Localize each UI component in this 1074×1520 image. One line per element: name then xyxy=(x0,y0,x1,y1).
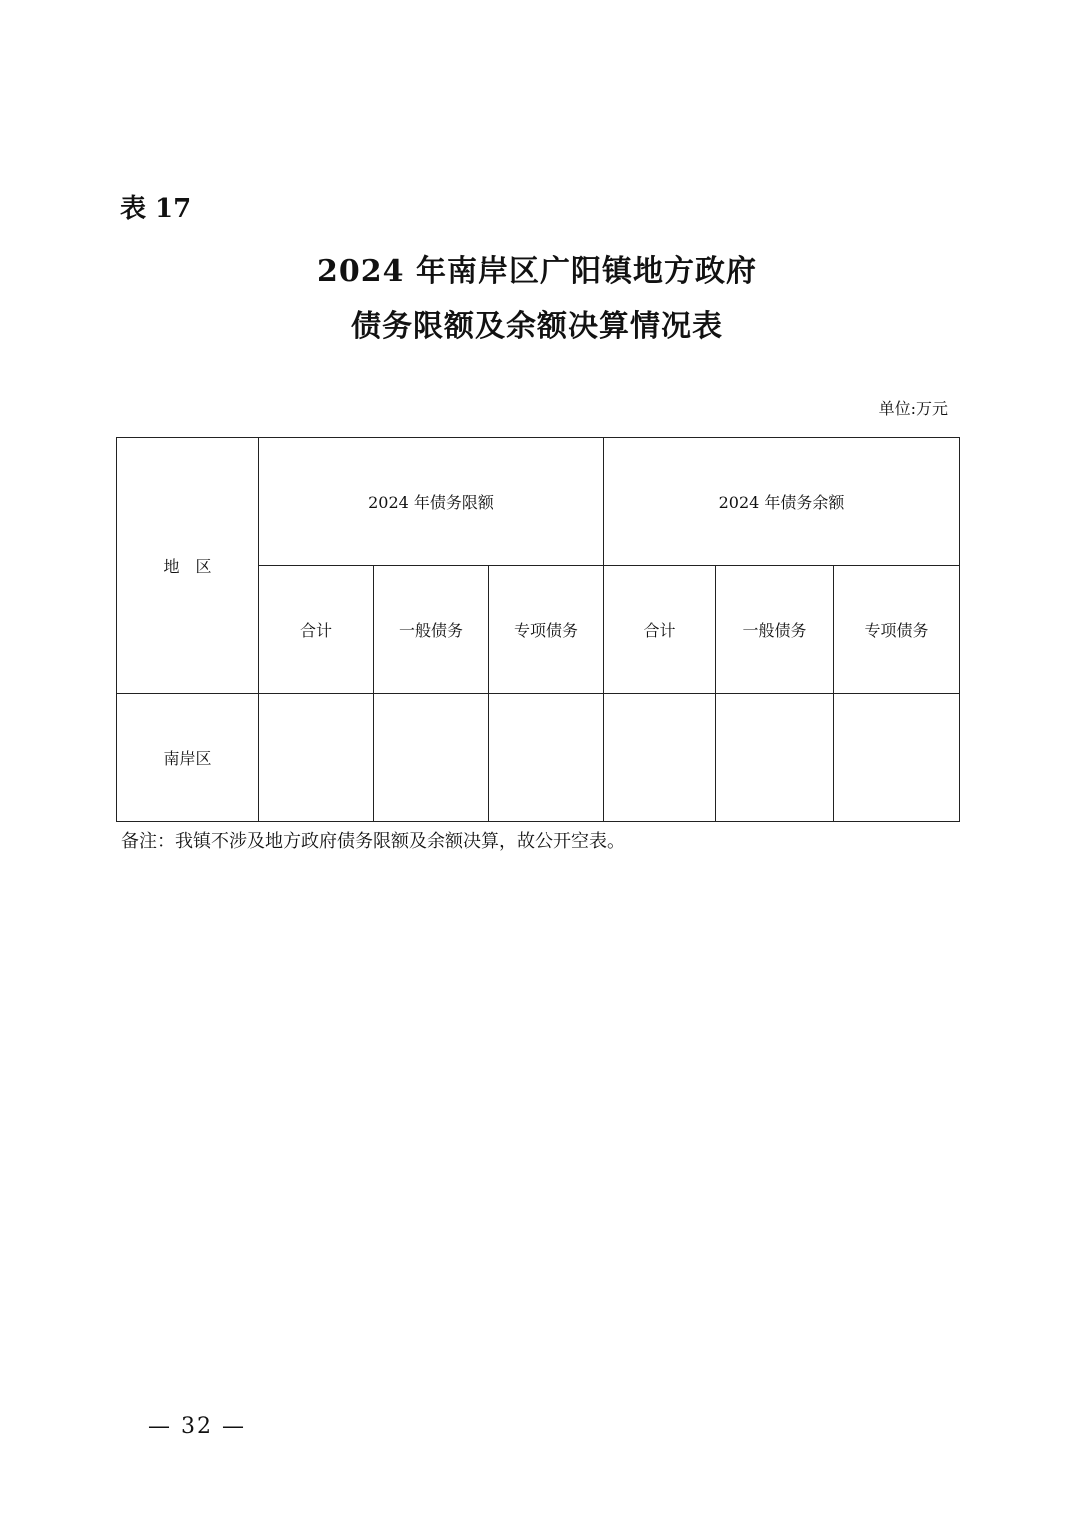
document-title-line-2: 债务限额及余额决算情况表 xyxy=(351,309,723,344)
balance-general-debt-header: 一般债务 xyxy=(716,566,834,694)
limit-general-debt-cell xyxy=(374,694,489,822)
unit-label: 单位:万元 xyxy=(878,399,948,418)
table-note: 备注：我镇不涉及地方政府债务限额及余额决算，故公开空表。 xyxy=(121,831,625,852)
region-header: 地 区 xyxy=(117,438,259,694)
limit-general-debt-header: 一般债务 xyxy=(374,566,489,694)
region-cell: 南岸区 xyxy=(117,694,259,822)
debt-limit-header: 2024 年债务限额 xyxy=(259,438,604,566)
balance-general-debt-cell xyxy=(716,694,834,822)
limit-total-cell xyxy=(259,694,374,822)
table-number-label: 表 17 xyxy=(120,194,192,224)
debt-balance-header: 2024 年债务余额 xyxy=(604,438,960,566)
document-title-line-1: 2024 年南岸区广阳镇地方政府 xyxy=(317,254,757,289)
balance-special-debt-cell xyxy=(834,694,960,822)
balance-total-header: 合计 xyxy=(604,566,716,694)
limit-total-header: 合计 xyxy=(259,566,374,694)
table-row xyxy=(117,694,960,822)
balance-special-debt-header: 专项债务 xyxy=(834,566,960,694)
page-number: — 32 — xyxy=(148,1414,246,1439)
limit-special-debt-header: 专项债务 xyxy=(489,566,604,694)
table-header-row-1 xyxy=(117,438,960,566)
balance-total-cell xyxy=(604,694,716,822)
debt-table xyxy=(116,437,960,822)
limit-special-debt-cell xyxy=(489,694,604,822)
